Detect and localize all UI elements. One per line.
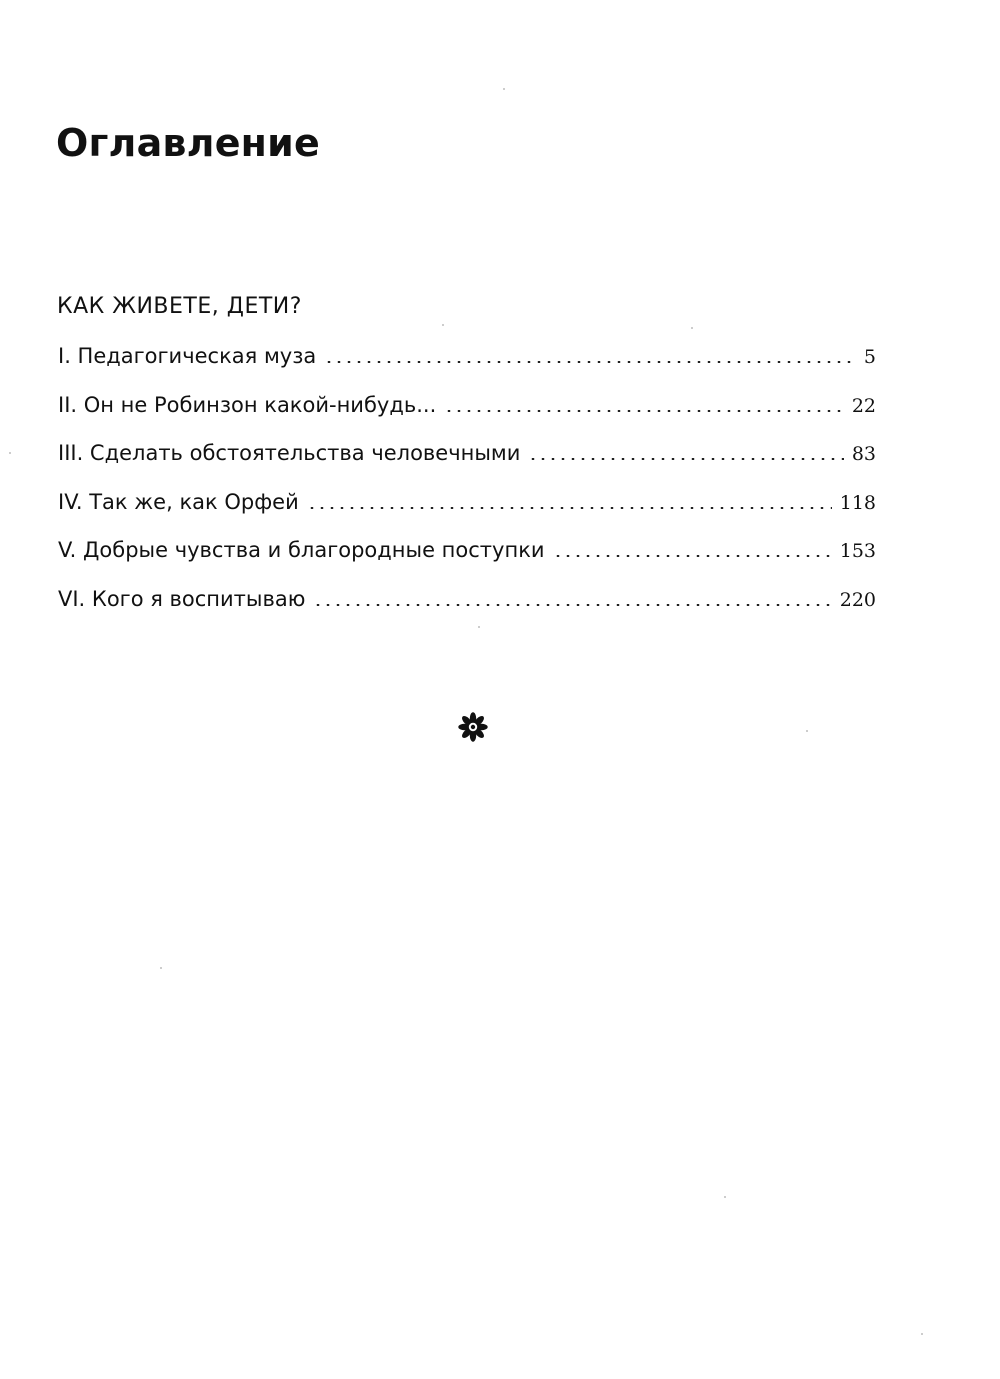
toc-entry-5 <box>58 532 876 581</box>
toc-entry-label: III. Сделать обстоятельства человечными <box>58 441 521 465</box>
page-title: Оглавление <box>56 121 320 165</box>
toc-entry-label: VI. Кого я воспитываю <box>58 586 306 611</box>
dotted-leader <box>307 507 832 509</box>
toc-entry-page: 22 <box>851 394 876 417</box>
scan-speck <box>724 1196 726 1198</box>
scan-speck <box>9 452 11 454</box>
flower-ornament-icon <box>458 712 488 742</box>
scan-speck <box>806 730 808 732</box>
scan-speck <box>921 1333 923 1335</box>
toc-entry-label: II. Он не Робинзон какой-нибудь... <box>58 392 437 417</box>
toc-entry-label: I. Педагогическая муза <box>58 344 317 368</box>
scan-speck <box>503 88 505 90</box>
toc-entry-page: 220 <box>839 588 876 611</box>
toc-entry-page: 5 <box>863 346 876 368</box>
toc-entry-2 <box>58 387 876 436</box>
dotted-leader <box>553 555 832 557</box>
table-of-contents <box>58 338 876 629</box>
dotted-leader <box>528 458 843 460</box>
toc-entry-page: 153 <box>839 540 876 562</box>
section-heading: КАК ЖИВЕТЕ, ДЕТИ? <box>57 294 302 319</box>
toc-entry-label: IV. Так же, как Орфей <box>58 489 299 514</box>
toc-entry-4 <box>58 484 876 533</box>
scan-speck <box>691 327 693 329</box>
toc-entry-page: 83 <box>851 443 876 465</box>
dotted-leader <box>324 361 856 363</box>
toc-entry-3 <box>58 435 876 484</box>
toc-entry-page: 118 <box>839 491 876 514</box>
toc-entry-6 <box>58 581 876 630</box>
dotted-leader <box>313 604 831 606</box>
toc-entry-1 <box>58 338 876 387</box>
toc-entry-label: V. Добрые чувства и благородные поступки <box>58 538 545 562</box>
dotted-leader <box>444 410 844 412</box>
scan-speck <box>478 626 480 628</box>
scan-speck <box>160 967 162 969</box>
scan-speck <box>442 324 444 326</box>
